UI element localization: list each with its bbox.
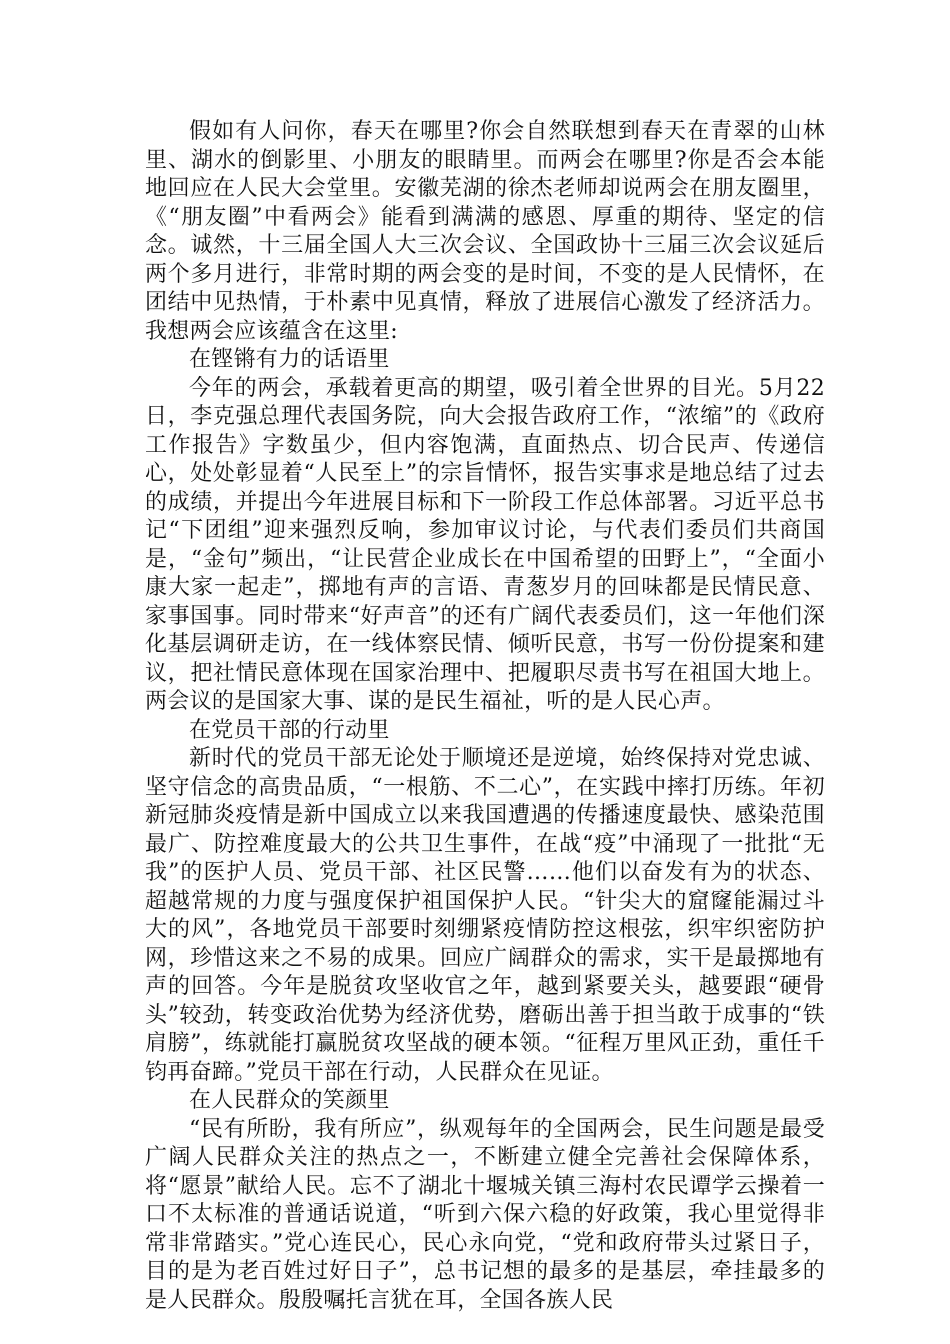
document-page <box>145 118 825 1315</box>
intro-paragraph: 假如有人问你，春天在哪里?你会自然联想到春天在青翠的山林里、湖水的倒影里、小朋友的眼睛里。而两会在哪里?你是否会本能地回应在人民大会堂里。安徽芜湖的徐杰老师却说两会在朋友圈里，《“朋友圈”中看两会》能看到满满的感恩、厚重的期待、坚定的信念。诚然，十三届全国人大三次会议、全国政协十三届三次会议延后两个多月进行，非常时期的两会变的是时间，不变的是人民情怀，在团结中见热情，于朴素中见真情，释放了进展信心激发了经济活力。我想两会应该蕴含在这里: <box>145 119 825 344</box>
section-heading-cadres: 在党员干部的行动里 <box>189 717 390 743</box>
section-body-words: 今年的两会，承载着更高的期望，吸引着全世界的目光。5月22日，李克强总理代表国务院，向大会报告政府工作，“浓缩”的《政府工作报告》字数虽少，但内容饱满，直面热点、切合民声、传递信心，处处彰显着“人民至上”的宗旨情怀，报告实事求是地总结了过去的成绩，并提出今年进展目标和下一阶段工作总体部署。习近平总书记“下团组”迎来强烈反响，参加审议讨论，与代表们委员们共商国是，“金句”频出，“让民营企业成长在中国希望的田野上”，“全面小康大家一起走”，掷地有声的言语、青葱岁月的回味都是民情民意、家事国事。同时带来“好声音”的还有广阔代表委员们，这一年他们深化基层调研走访，在一线体察民情、倾听民意，书写一份份提案和建议，把社情民意体现在国家治理中、把履职尽责书写在祖国大地上。两会议的是国家大事、谋的是民生福祉，听的是人民心声。 <box>145 375 825 714</box>
section-heading-people: 在人民群众的笑颜里 <box>189 1088 390 1113</box>
section-heading-words: 在铿锵有力的话语里 <box>189 347 390 372</box>
section-body-cadres: 新时代的党员干部无论处于顺境还是逆境，始终保持对党忠诚、坚守信念的高贵品质，“一根筋、不二心”，在实践中摔打历练。年初新冠肺炎疫情是新中国成立以来我国遭遇的传播速度最快、感染范围最广、防控难度最大的公共卫生事件，在战“疫”中涌现了一批批“无我”的医护人员、党员干部、社区民警……他们以奋发有为的状态、超越常规的力度与强度保护祖国保护人民。“针尖大的窟窿能漏过斗大的风”，各地党员干部要时刻绷紧疫情防控这根弦，织牢织密防护网，珍惜这来之不易的成果。回应广阔群众的需求，实干是最掷地有声的回答。今年是脱贫攻坚收官之年，越到紧要关头，越要跟“硬骨头”较劲，转变政治优势为经济优势，磨砺出善于担当敢于成事的“铁肩膀”，练就能打赢脱贫攻坚战的硬本领。“征程万里风正劲，重任千钧再奋蹄。”党员干部在行动，人民群众在见证。 <box>145 746 825 1085</box>
section-body-people: “民有所盼，我有所应”，纵观每年的全国两会，民生问题是最受广阔人民群众关注的热点之一，不断建立健全完善社会保障体系，将“愿景”献给人民。忘不了湖北十堰城关镇三海村农民谭学云操着一口不太标准的普通话说道，“听到六保六稳的好政策，我心里觉得非常非常踏实。”党心连民心，民心永向党，“党和政府带头过紧日子，目的是为老百姓过好日子”，总书记想的最多的是基层，牵挂最多的是人民群众。殷殷嘱托言犹在耳，全国各族人民 <box>145 1116 825 1313</box>
